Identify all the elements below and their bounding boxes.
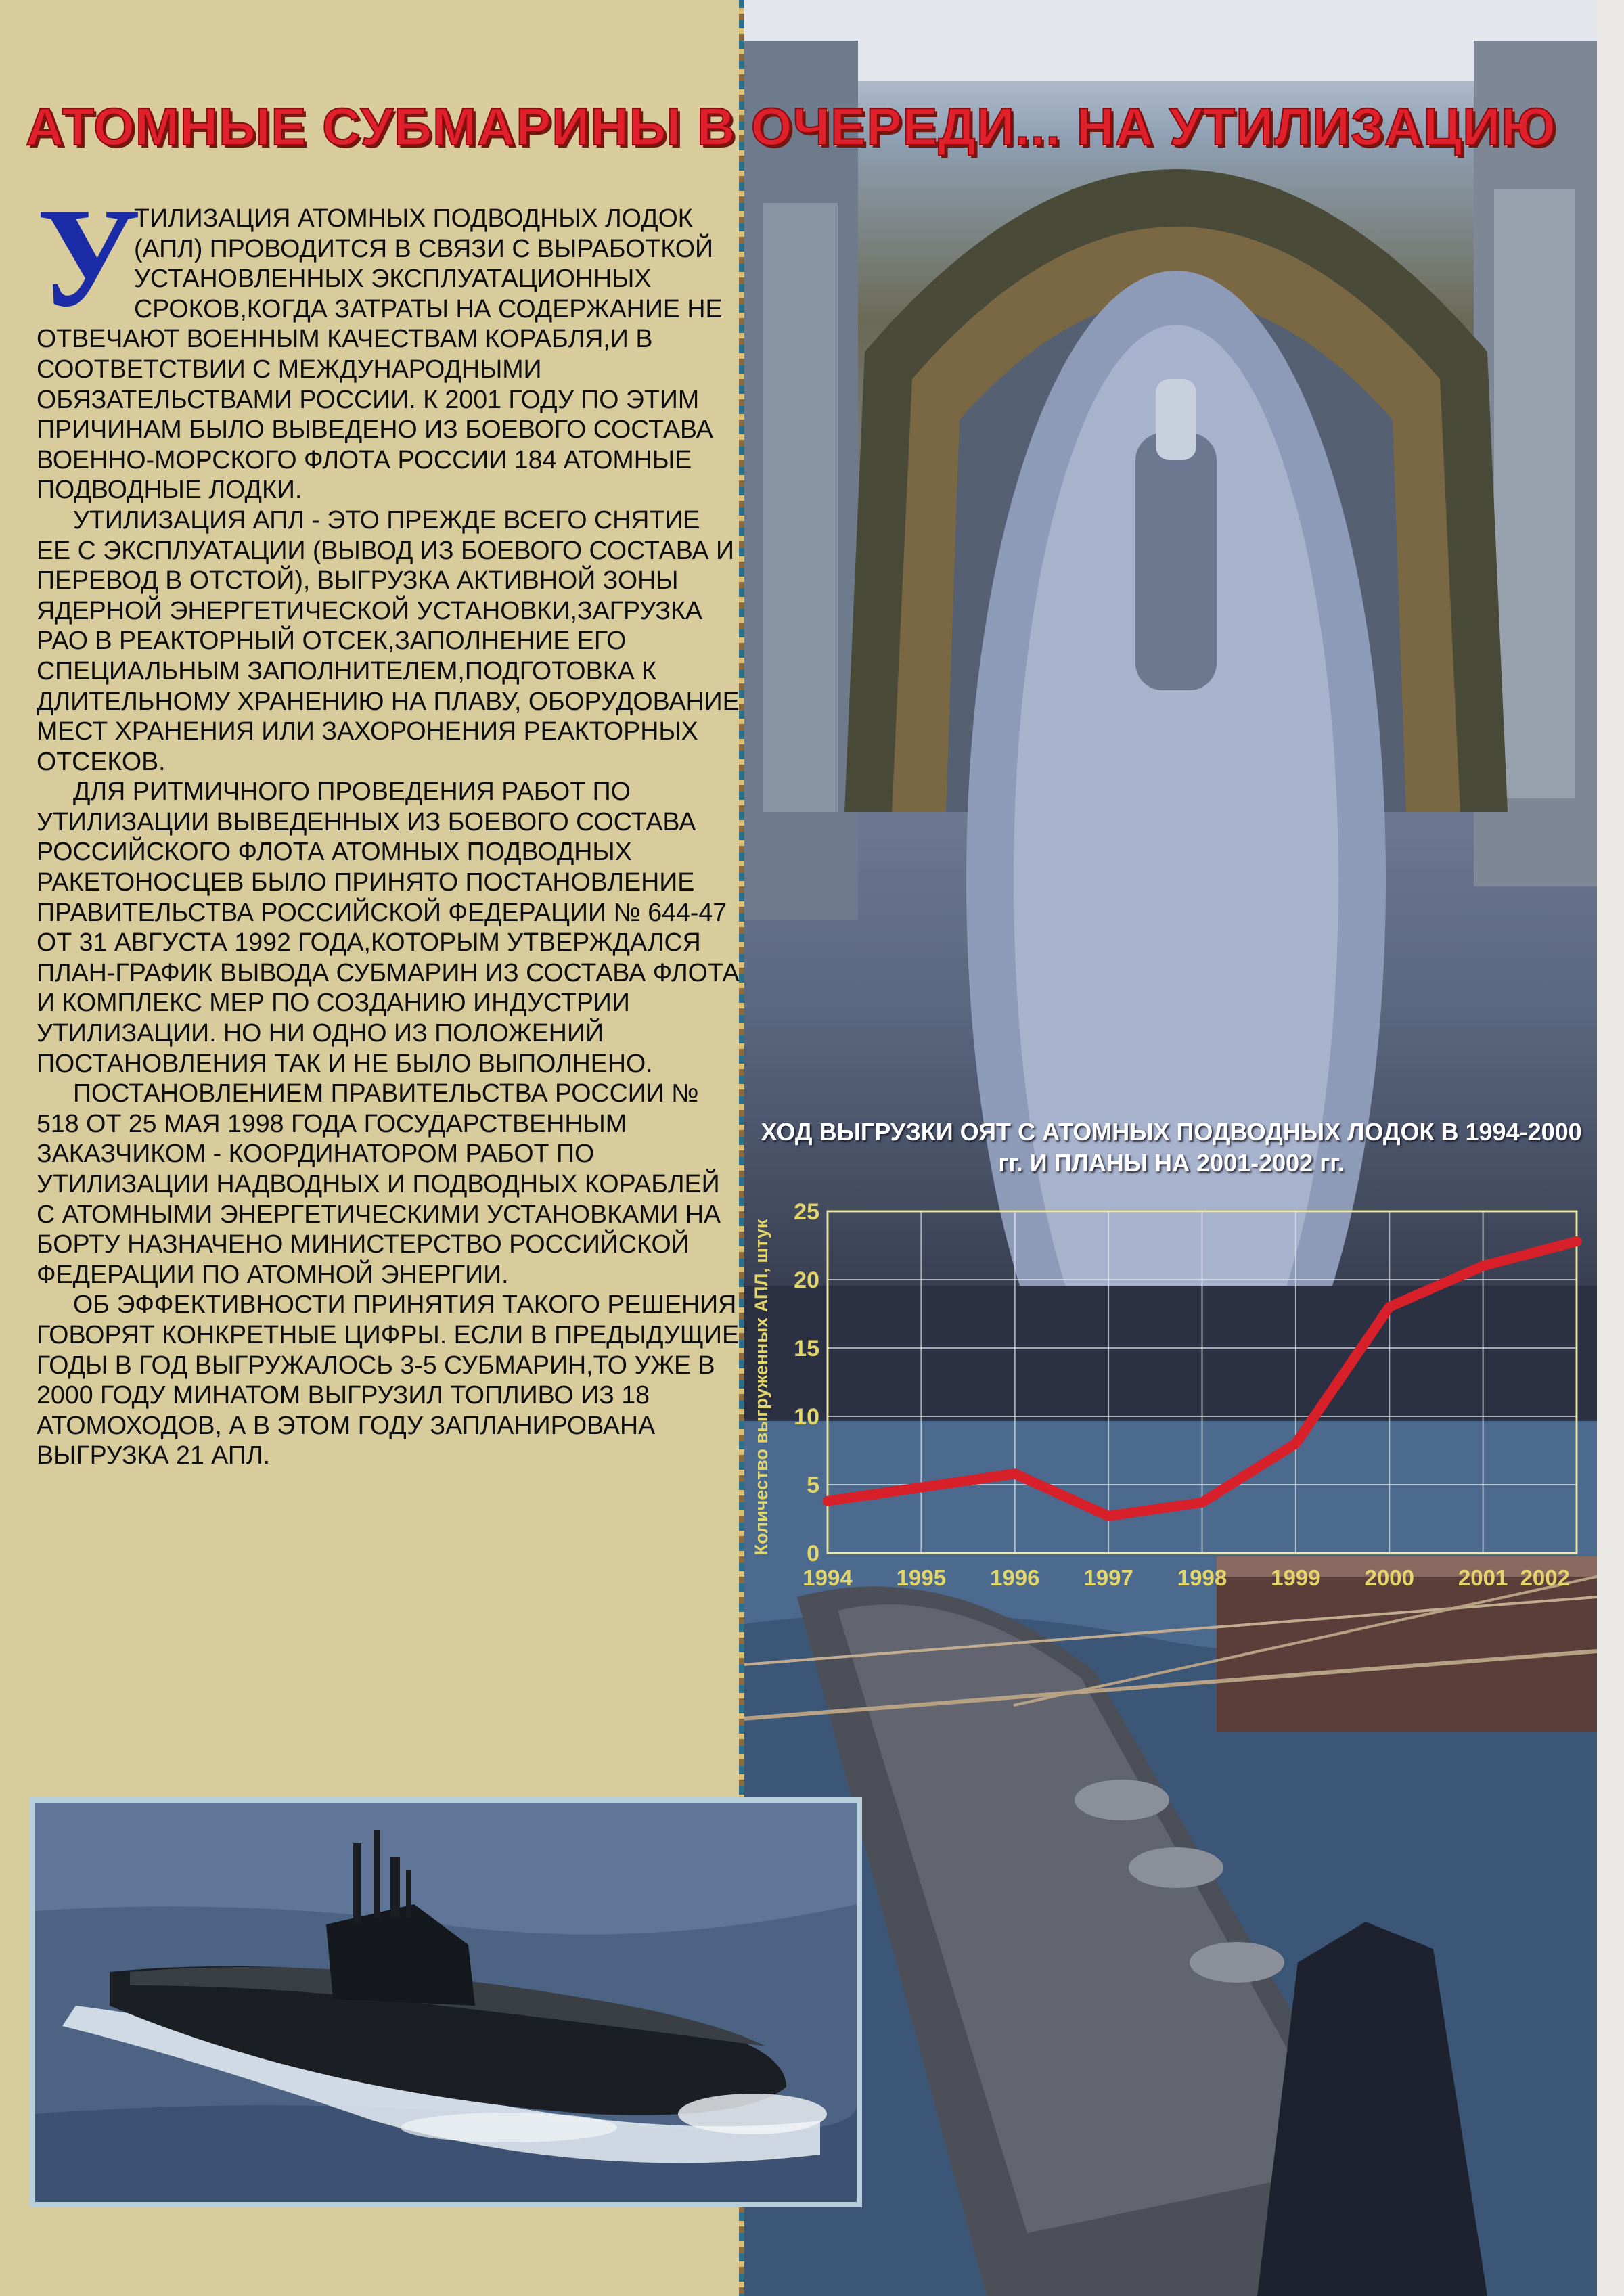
chart-y-ticks: [794, 1199, 819, 1567]
chart-y-tick-label: 15: [794, 1336, 819, 1361]
chart-x-tick-label: 1998: [1177, 1565, 1227, 1590]
chart-y-tick-label: 25: [794, 1199, 819, 1225]
submarine-at-sea-illustration: [35, 1803, 857, 2202]
chart-y-tick-label: 0: [807, 1541, 819, 1567]
chart-x-tick-label: 1995: [896, 1565, 947, 1590]
chart-x-tick-label: 1996: [990, 1565, 1040, 1590]
chart-y-axis-label: Количество выгруженных АПЛ, штук: [751, 1219, 771, 1556]
chart-x-tick-label: 1999: [1271, 1565, 1321, 1590]
article-paragraph-1: [37, 179, 740, 505]
article-headline: АТОМНЫЕ СУБМАРИНЫ В ОЧЕРЕДИ... НА УТИЛИЗАЦИЮ: [26, 97, 1556, 156]
chart-x-tick-label: 1994: [803, 1565, 853, 1590]
spent-fuel-unloading-chart: [743, 1177, 1597, 1624]
chart-y-tick-label: 20: [794, 1267, 819, 1293]
page-right-margin: [1597, 0, 1624, 2296]
chart-x-tick-label: 2002: [1520, 1565, 1570, 1590]
article-body: [37, 179, 740, 1470]
drop-cap: У: [37, 179, 141, 336]
article-paragraph-4: ПОСТАНОВЛЕНИЕМ ПРАВИТЕЛЬСТВА РОССИИ № 518 ОТ 25 МАЯ 1998 ГОДА ГОСУДАРСТВЕННЫМ ЗАКАЗЧИКОМ - КООРДИНАТОРОМ РАБОТ ПО УТИЛИЗАЦИИ НАДВОДНЫХ И ПОДВОДНЫХ КОРАБЛЕЙ С АТОМНЫМИ ЭНЕРГЕТИЧЕСКИМИ УСТАНОВКАМИ НА БОРТУ НАЗНАЧЕНО МИНИСТЕРСТВО РОССИЙСКОЙ ФЕДЕРАЦИИ ПО АТОМНОЙ ЭНЕРГИИ.: [37, 1079, 721, 1288]
article-paragraph-2: УТИЛИЗАЦИЯ АПЛ - ЭТО ПРЕЖДЕ ВСЕГО СНЯТИЕ ЕЕ С ЭКСПЛУАТАЦИИ (ВЫВОД ИЗ БОЕВОГО СОСТАВА И ПЕРЕВОД В ОТСТОЙ), ВЫГРУЗКА АКТИВНОЙ ЗОНЫ ЯДЕРНОЙ ЭНЕРГЕТИЧЕСКОЙ УСТАНОВКИ,ЗАГРУЗКА РАО В РЕАКТОРНЫЙ ОТСЕК,ЗАПОЛНЕНИЕ ЕГО СПЕЦИАЛЬНЫМ ЗАПОЛНИТЕЛЕМ,ПОДГОТОВКА К ДЛИТЕЛЬНОМУ ХРАНЕНИЮ НА ПЛАВУ, ОБОРУДОВАНИЕ МЕСТ ХРАНЕНИЯ ИЛИ ЗАХОРОНЕНИЯ РЕАКТОРНЫХ ОТСЕКОВ.: [37, 505, 740, 775]
chart-title: ХОД ВЫГРУЗКИ ОЯТ С АТОМНЫХ ПОДВОДНЫХ ЛОДОК В 1994-2000 гг. И ПЛАНЫ НА 2001-2002 гг.: [761, 1118, 1582, 1177]
chart-x-tick-label: 2001: [1458, 1565, 1508, 1590]
chart-y-tick-label: 10: [794, 1404, 819, 1430]
article-paragraph-5: ОБ ЭФФЕКТИВНОСТИ ПРИНЯТИЯ ТАКОГО РЕШЕНИЯ ГОВОРЯТ КОНКРЕТНЫЕ ЦИФРЫ. ЕСЛИ В ПРЕДЫДУЩИЕ ГОДЫ В ГОД ВЫГРУЖАЛОСЬ 3-5 СУБМАРИН,ТО УЖЕ В 2000 ГОДУ МИНАТОМ ВЫГРУЗИЛ ТОПЛИВО ИЗ 18 АТОМОХОДОВ, А В ЭТОМ ГОДУ ЗАПЛАНИРОВАНА ВЫГРУЗКА 21 АПЛ.: [37, 1290, 740, 1470]
article-paragraph-1-text: ТИЛИЗАЦИЯ АТОМНЫХ ПОДВОДНЫХ ЛОДОК (АПЛ) ПРОВОДИТСЯ В СВЯЗИ С ВЫРАБОТКОЙ УСТАНОВЛЕННЫХ ЭКСПЛУАТАЦИОННЫХ СРОКОВ,КОГДА ЗАТРАТЫ НА СОДЕРЖАНИЕ НЕ ОТВЕЧАЮТ ВОЕННЫМ КАЧЕСТВАМ КОРАБЛЯ,И В СООТВЕТСТВИИ С МЕЖДУНАРОДНЫМИ ОБЯЗАТЕЛЬСТВАМИ РОССИИ. К 2001 ГОДУ ПО ЭТИМ ПРИЧИНАМ БЫЛО ВЫВЕДЕНО ИЗ БОЕВОГО СОСТАВА ВОЕННО-МОРСКОГО ФЛОТА РОССИИ 184 АТОМНЫЕ ПОДВОДНЫЕ ЛОДКИ.: [37, 204, 723, 504]
chart-x-tick-label: 2000: [1364, 1565, 1414, 1590]
chart-x-ticks: [803, 1565, 1570, 1590]
chart-x-tick-label: 1997: [1083, 1565, 1133, 1590]
chart-y-tick-label: 5: [807, 1472, 819, 1498]
submarine-at-sea-photo: [30, 1797, 862, 2207]
article-paragraph-3: ДЛЯ РИТМИЧНОГО ПРОВЕДЕНИЯ РАБОТ ПО УТИЛИЗАЦИИ ВЫВЕДЕННЫХ ИЗ БОЕВОГО СОСТАВА РОССИЙСКОГО ФЛОТА АТОМНЫХ ПОДВОДНЫХ РАКЕТОНОСЦЕВ БЫЛО ПРИНЯТО ПОСТАНОВЛЕНИЕ ПРАВИТЕЛЬСТВА РОССИЙСКОЙ ФЕДЕРАЦИИ № 644-47 ОТ 31 АВГУСТА 1992 ГОДА,КОТОРЫМ УТВЕРЖДАЛСЯ ПЛАН-ГРАФИК ВЫВОДА СУБМАРИН ИЗ СОСТАВА ФЛОТА И КОМПЛЕКС МЕР ПО СОЗДАНИЮ ИНДУСТРИИ УТИЛИЗАЦИИ. НО НИ ОДНО ИЗ ПОЛОЖЕНИЙ ПОСТАНОВЛЕНИЯ ТАК И НЕ БЫЛО ВЫПОЛНЕНО.: [37, 777, 740, 1077]
